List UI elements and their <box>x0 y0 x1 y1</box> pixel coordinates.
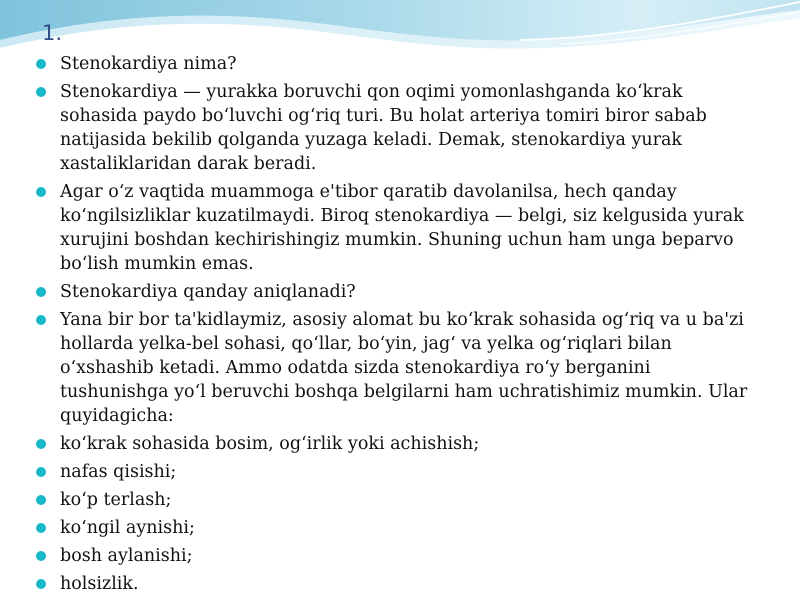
bullet-dot-icon <box>36 59 46 69</box>
bullet-text: nafas qisishi; <box>60 462 177 482</box>
bullet-text: Agar o‘z vaqtida muammoga e'tibor qaratib davolanilsa, hech qanday ko‘ngilsizliklar kuzatilmaydi. Biroq stenokardiya — belgi, siz kelgusida yurak xurujini boshdan kechirishingiz mumkin. Shuning uchun ham unga beparvo bo‘lish mumkin emas. <box>60 182 744 274</box>
header-wave-decoration <box>0 0 800 60</box>
bullet-text: ko‘p terlash; <box>60 490 172 510</box>
bullet-text: Stenokardiya qanday aniqlanadi? <box>60 282 356 302</box>
list-item <box>36 80 756 176</box>
list-item <box>36 488 756 512</box>
bullet-list <box>36 52 756 600</box>
list-item <box>36 280 756 304</box>
bullet-text: Stenokardiya — yurakka boruvchi qon oqimi yomonlashganda ko‘krak sohasida paydo bo‘luvchi og‘riq turi. Bu holat arteriya tomiri biror sabab natijasida bekilib qolganda yuzaga keladi. Demak, stenokardiya yurak xastaliklaridan darak beradi. <box>60 82 707 174</box>
bullet-dot-icon <box>36 187 46 197</box>
bullet-text: Stenokardiya nima? <box>60 54 237 74</box>
slide-number: 1. <box>42 21 63 45</box>
list-item <box>36 180 756 276</box>
list-item <box>36 308 756 428</box>
bullet-dot-icon <box>36 287 46 297</box>
bullet-dot-icon <box>36 523 46 533</box>
list-item <box>36 544 756 568</box>
bullet-dot-icon <box>36 579 46 589</box>
list-item <box>36 460 756 484</box>
bullet-dot-icon <box>36 87 46 97</box>
bullet-dot-icon <box>36 439 46 449</box>
list-item <box>36 516 756 540</box>
bullet-text: holsizlik. <box>60 574 139 594</box>
bullet-dot-icon <box>36 315 46 325</box>
bullet-dot-icon <box>36 495 46 505</box>
bullet-text: bosh aylanishi; <box>60 546 193 566</box>
list-item <box>36 572 756 596</box>
bullet-dot-icon <box>36 467 46 477</box>
bullet-text: ko‘krak sohasida bosim, og‘irlik yoki achishish; <box>60 434 480 454</box>
bullet-dot-icon <box>36 551 46 561</box>
bullet-text: ko‘ngil aynishi; <box>60 518 195 538</box>
bullet-text: Yana bir bor ta'kidlaymiz, asosiy alomat bu ko‘krak sohasida og‘riq va u ba'zi hollarda yelka-bel sohasi, qo‘llar, bo‘yin, jag‘ va yelka og‘riqlari bilan o‘xshashib ketadi. Ammo odatda sizda stenokardiya ro‘y berganini tushunishga yo‘l beruvchi boshqa belgilarni ham uchratishimiz mumkin. Ular quyidagicha: <box>60 310 748 426</box>
list-item <box>36 52 756 76</box>
list-item <box>36 432 756 456</box>
